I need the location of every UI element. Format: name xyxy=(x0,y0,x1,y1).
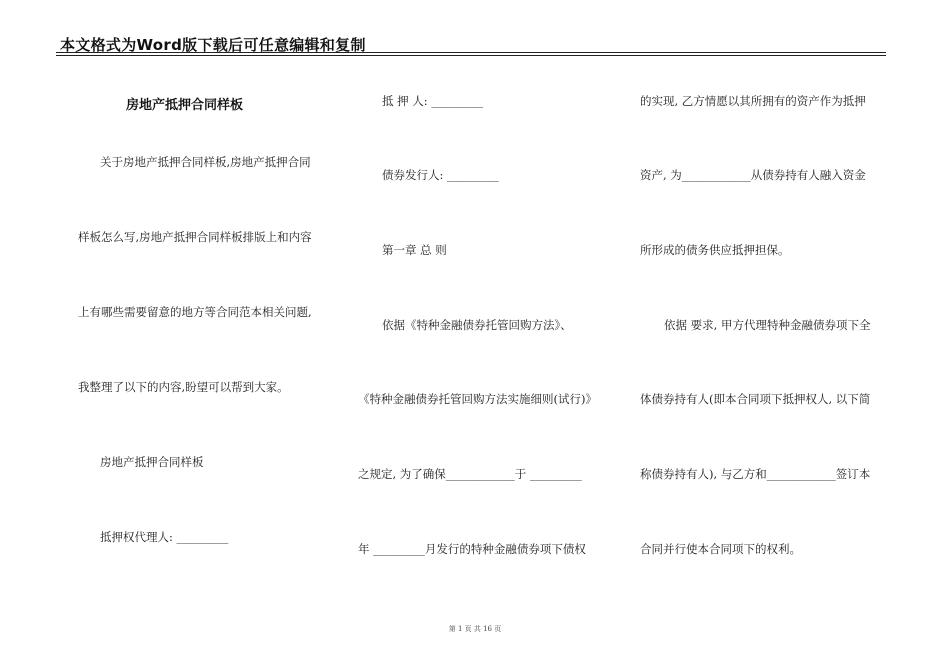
paragraph-line: 称债券持有人), 与乙方和____________签订本 xyxy=(640,467,871,481)
paragraph-line: 上有哪些需要留意的地方等合同范本相关问题, xyxy=(78,305,312,319)
paragraph-line: 年 _________月发行的特种金融债券项下债权 xyxy=(358,542,586,556)
paragraph-line: 所形成的债务供应抵押担保。 xyxy=(640,243,790,257)
paragraph-line: 样板怎么写,房地产抵押合同样板排版上和内容 xyxy=(78,230,312,244)
paragraph-line: 债券发行人: _________ xyxy=(382,168,499,182)
paragraph-line: 《特种金融债券托管回购方法实施细则(试行)》 xyxy=(358,392,597,406)
paragraph-line: 依据 要求, 甲方代理特种金融债券项下全 xyxy=(664,318,871,332)
text-column-1 xyxy=(0,0,330,620)
text-column-3 xyxy=(630,0,890,620)
paragraph-line: 的实现, 乙方情愿以其所拥有的资产作为抵押 xyxy=(640,94,866,108)
paragraph-line: 房地产抵押合同样板 xyxy=(100,455,204,469)
paragraph-line: 体债券持有人(即本合同项下抵押权人, 以下简 xyxy=(640,392,871,406)
paragraph-line: 我整理了以下的内容,盼望可以帮到大家。 xyxy=(78,380,289,394)
paragraph-line: 抵押权代理人: _________ xyxy=(100,530,229,544)
text-column-2 xyxy=(340,0,620,620)
paragraph-line: 关于房地产抵押合同样板,房地产抵押合同 xyxy=(100,155,311,169)
paragraph-line: 资产, 为____________从债券持有人融入资金 xyxy=(640,168,866,182)
paragraph-line: 之规定, 为了确保____________于 _________ xyxy=(358,467,582,481)
document-title: 房地产抵押合同样板 xyxy=(126,98,244,113)
document-header-title: 本文格式为Word版下载后可任意编辑和复制 xyxy=(60,36,366,54)
paragraph-line: 合同并行使本合同项下的权利。 xyxy=(640,542,801,556)
paragraph-line: 依据《特种金融债券托管回购方法》、 xyxy=(382,318,572,332)
section-heading: 第一章 总 则 xyxy=(382,243,447,257)
paragraph-line: 抵 押 人: _________ xyxy=(382,94,484,108)
page-number-footer: 第 1 页 共 16 页 xyxy=(448,625,502,633)
